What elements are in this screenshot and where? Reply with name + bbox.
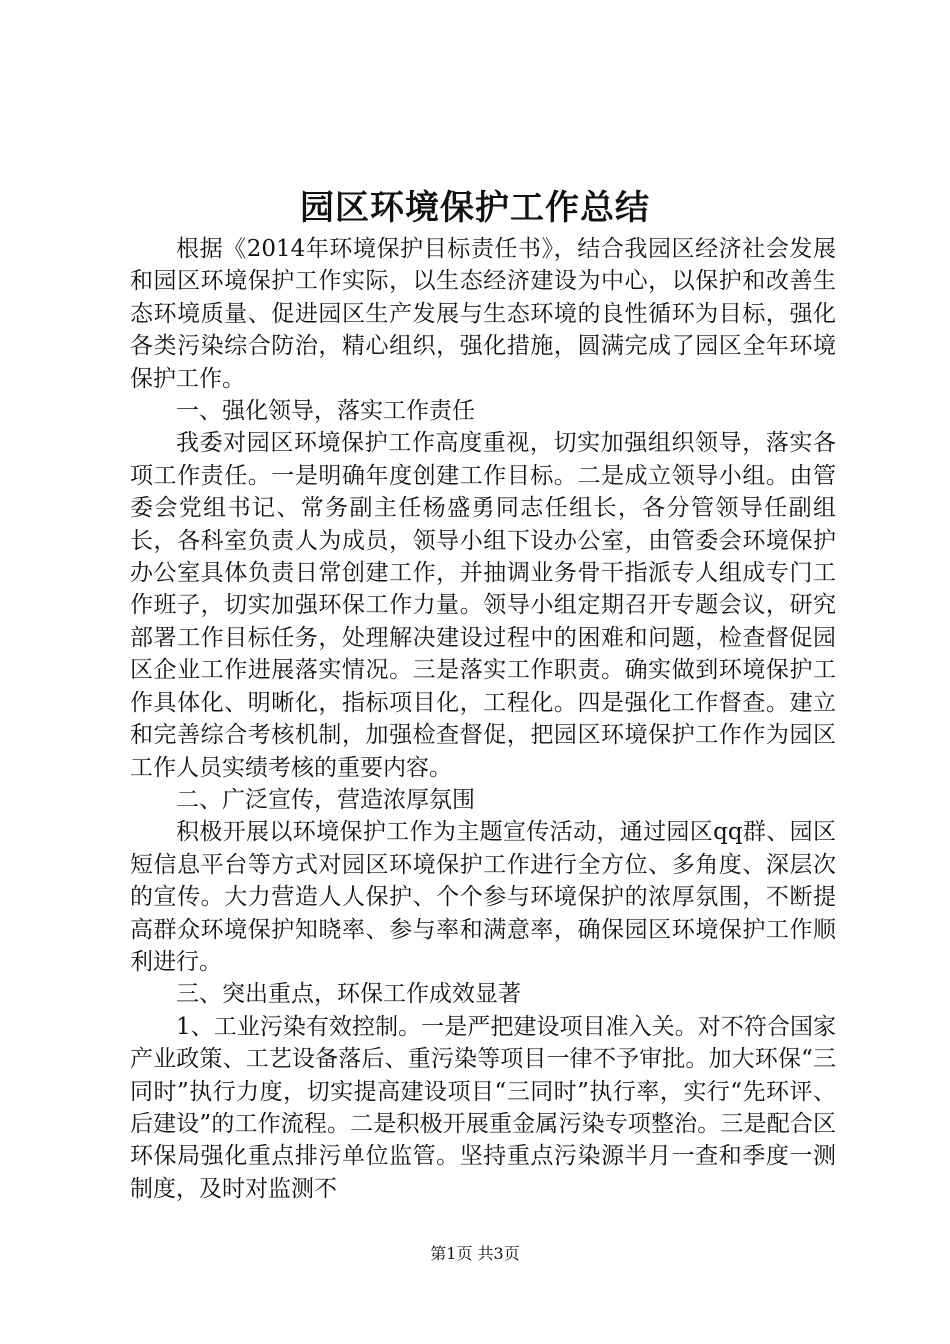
section-3-paragraph: 1、工业污染有效控制。一是严把建设项目准入关。对不符合国家产业政策、工艺设备落后、重污染等项目一律不予审批。加大环保“三同时”执行力度，切实提高建设项目“三同时”执行率，实行“先环评、后建设”的工作流程。二是积极开展重金属污染专项整治。三是配合区环保局强化重点排污单位监管。坚持重点污染源半月一查和季度一测制度，及时对监测不 [130, 1013, 836, 1202]
document-title: 园区环境保护工作总结 [300, 188, 650, 228]
page-footer: 第1页 共3页 [430, 1244, 520, 1263]
section-heading-2: 二、广泛宣传，营造浓厚氛围 [176, 786, 475, 813]
intro-paragraph: 根据《2014年环境保护目标责任书》，结合我园区经济社会发展和园区环境保护工作实际，以生态经济建设为中心，以保护和改善生态环境质量、促进园区生产发展与生态环境的良性循环为目标，强化各类污染综合防治，精心组织，强化措施，圆满完成了园区全年环境保护工作。 [130, 236, 836, 392]
document-body [130, 233, 836, 1205]
section-heading-3: 三、突出重点，环保工作成效显著 [176, 981, 521, 1008]
section-1-paragraph: 我委对园区环境保护工作高度重视，切实加强组织领导，落实各项工作责任。一是明确年度创建工作目标。二是成立领导小组。由管委会党组书记、常务副主任杨盛勇同志任组长，各分管领导任副组长，各科室负责人为成员，领导小组下设办公室，由管委会环境保护办公室具体负责日常创建工作，并抽调业务骨干指派专人组成专门工作班子，切实加强环保工作力量。领导小组定期召开专题会议，研究部署工作目标任务，处理解决建设过程中的困难和问题，检查督促园区企业工作进展落实情况。三是落实工作职责。确实做到环境保护工作具体化、明晰化，指标项目化，工程化。四是强化工作督查。建立和完善综合考核机制，加强检查督促，把园区环境保护工作作为园区工作人员实绩考核的重要内容。 [130, 430, 836, 781]
section-heading-1: 一、强化领导，落实工作责任 [176, 398, 475, 425]
section-2-paragraph: 积极开展以环境保护工作为主题宣传活动，通过园区qq群、园区短信息平台等方式对园区环境保护工作进行全方位、多角度、深层次的宣传。大力营造人人保护、个个参与环境保护的浓厚氛围，不断提高群众环境保护知晓率、参与率和满意率，确保园区环境保护工作顺利进行。 [130, 819, 836, 975]
